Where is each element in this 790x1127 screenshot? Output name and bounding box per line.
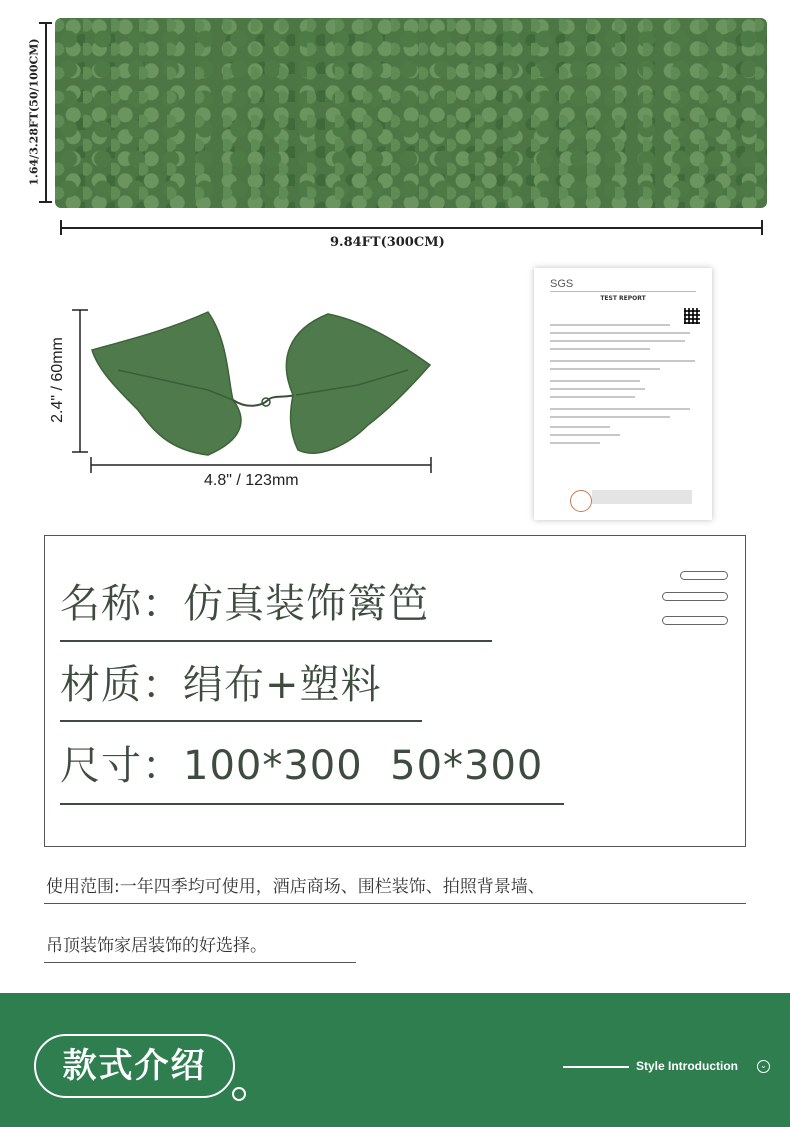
right-leaf bbox=[286, 314, 430, 453]
cert-text-line bbox=[550, 388, 645, 390]
hedge-height-tick-top bbox=[39, 22, 52, 24]
usage-line-1-underline bbox=[44, 903, 746, 904]
spec-name: 名称：仿真装饰篱笆 bbox=[60, 581, 429, 627]
leaf-width-label: 4.8" / 123mm bbox=[204, 472, 299, 489]
decorative-pill-icon bbox=[662, 592, 728, 601]
cert-title: TEST REPORT bbox=[600, 295, 646, 302]
leaf-height-label: 2.4" / 60mm bbox=[49, 337, 66, 423]
hedge-width-dimension-line bbox=[60, 227, 762, 229]
sgs-test-report-image bbox=[534, 268, 712, 520]
hedge-width-tick-right bbox=[761, 220, 763, 235]
chevron-down-circle-icon[interactable]: ⌄ bbox=[757, 1060, 770, 1073]
cert-text-line bbox=[550, 368, 660, 370]
hedge-panel-image bbox=[55, 18, 767, 208]
footer-divider bbox=[563, 1066, 629, 1068]
cert-footer-text bbox=[592, 490, 692, 504]
cert-text-line bbox=[550, 396, 635, 398]
qr-code-icon bbox=[684, 308, 700, 324]
cert-text-line bbox=[550, 348, 650, 350]
spec-material-underline bbox=[60, 720, 422, 722]
hedge-width-label: 9.84FT(300CM) bbox=[330, 235, 445, 250]
cert-text-line bbox=[550, 380, 640, 382]
hedge-width-tick-left bbox=[60, 220, 62, 235]
cert-text-line bbox=[550, 408, 690, 410]
usage-line-2: 吊顶装饰家居装饰的好选择。 bbox=[46, 936, 267, 956]
usage-line-2-underline bbox=[44, 962, 356, 963]
spec-name-underline bbox=[60, 640, 492, 642]
hedge-height-dimension-line bbox=[45, 22, 47, 202]
hedge-height-tick-bottom bbox=[39, 201, 52, 203]
cert-text-line bbox=[550, 340, 685, 342]
cert-text-line bbox=[550, 332, 690, 334]
spec-size-underline bbox=[60, 803, 564, 805]
style-intro-english: Style Introduction bbox=[636, 1059, 738, 1073]
spec-size: 尺寸：100*300 50*300 bbox=[60, 743, 544, 789]
cert-text-line bbox=[550, 442, 600, 444]
cert-header-rule bbox=[550, 291, 696, 292]
usage-line-1: 使用范围:一年四季均可使用，酒店商场、围栏装饰、拍照背景墙、 bbox=[46, 877, 545, 897]
decorative-pill-icon bbox=[662, 616, 728, 625]
hedge-height-label: 1.64/3.28FT(50/100CM) bbox=[27, 38, 41, 186]
cert-text-line bbox=[550, 434, 620, 436]
cert-seal-icon bbox=[570, 490, 592, 512]
decorative-circle-icon bbox=[232, 1087, 246, 1101]
cert-text-line bbox=[550, 426, 610, 428]
cert-text-line bbox=[550, 324, 670, 326]
sgs-logo: SGS bbox=[550, 278, 574, 290]
decorative-pill-icon bbox=[680, 571, 728, 580]
left-leaf bbox=[92, 312, 241, 455]
cert-text-line bbox=[550, 416, 670, 418]
style-intro-badge: 款式介绍 bbox=[34, 1034, 235, 1098]
cert-text-line bbox=[550, 360, 695, 362]
spec-material: 材质：绢布+塑料 bbox=[60, 662, 382, 708]
leaf-diagram bbox=[58, 300, 448, 500]
